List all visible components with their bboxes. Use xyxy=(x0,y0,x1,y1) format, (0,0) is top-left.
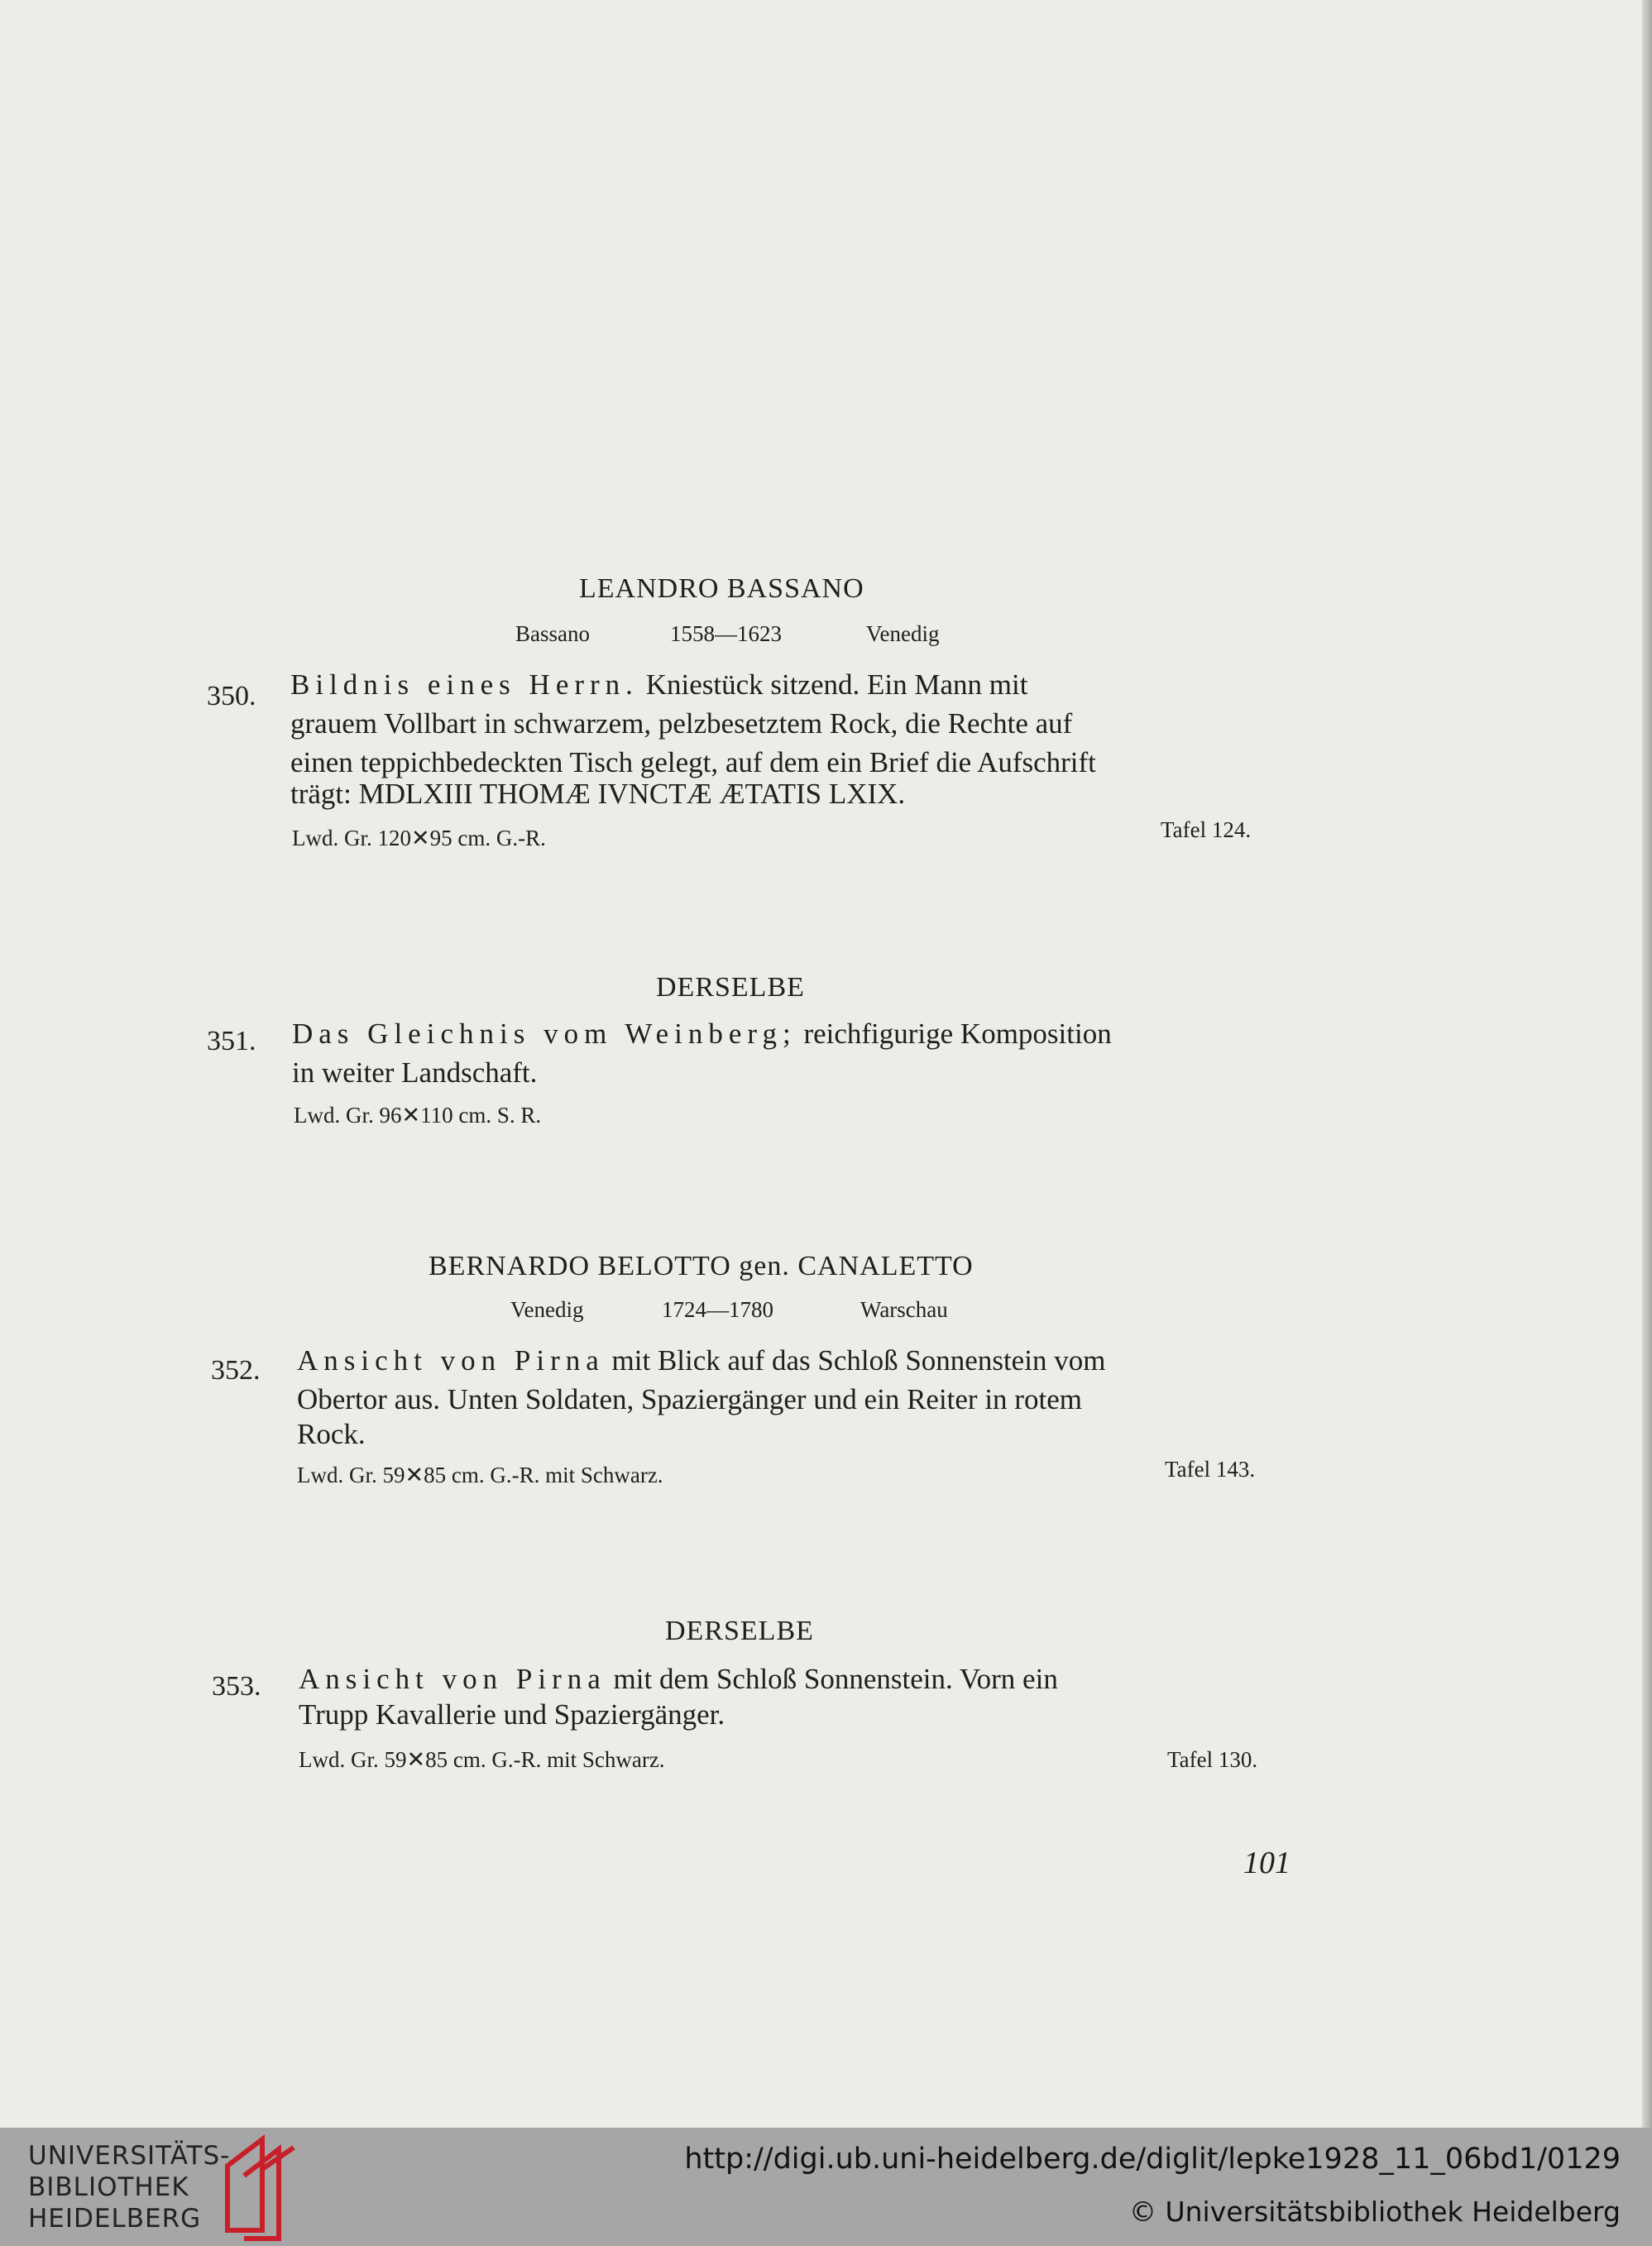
entry-first-line xyxy=(299,1663,1058,1696)
source-url-link[interactable]: http://digi.ub.uni-heidelberg.de/diglit/lepke1928_11_06bd1/0129 xyxy=(684,2143,1621,2176)
artist-name: DERSELBE xyxy=(656,972,805,1003)
page-number: 101 xyxy=(1243,1846,1290,1880)
entry-title: Das Gleichnis vom Weinberg; xyxy=(292,1018,797,1050)
entry-title: Ansicht von Pirna xyxy=(299,1663,606,1695)
entry-text-line: grauem Vollbart in schwarzem, pelzbesetztem Rock, die Rechte auf xyxy=(290,707,1073,740)
artist-name: BERNARDO BELOTTO gen. CANALETTO xyxy=(429,1251,974,1281)
entry-title: Ansicht von Pirna xyxy=(297,1344,605,1377)
artist-life-dates: 1724—1780 xyxy=(662,1297,773,1322)
artist-origin-place: Bassano xyxy=(515,621,590,646)
catalogue-number: 353. xyxy=(212,1671,261,1702)
entry-first-line xyxy=(292,1018,1112,1051)
entry-dimensions: Lwd. Gr. 59✕85 cm. G.-R. mit Schwarz. xyxy=(297,1463,663,1487)
entry-dimensions: Lwd. Gr. 120✕95 cm. G.-R. xyxy=(292,826,546,850)
logo-line: UNIVERSITÄTS- xyxy=(28,2141,231,2171)
artist-name: DERSELBE xyxy=(665,1616,814,1646)
entry-dimensions: Lwd. Gr. 59✕85 cm. G.-R. mit Schwarz. xyxy=(299,1747,665,1772)
catalogue-number: 351. xyxy=(207,1026,256,1056)
entry-text: mit Blick auf das Schloß Sonnenstein vom xyxy=(604,1344,1106,1377)
entry-first-line xyxy=(290,668,1027,702)
entry-text-line: trägt: MDLXIII THOMÆ IVNCTÆ ÆTATIS LXIX. xyxy=(290,778,906,810)
logo-line: BIBLIOTHEK xyxy=(28,2172,189,2202)
entry-text-line: einen teppichbedeckten Tisch gelegt, auf dem ein Brief die Aufschrift xyxy=(290,746,1096,778)
entry-text-line: Rock. xyxy=(297,1418,366,1450)
page-edge-shadow xyxy=(1642,0,1652,2128)
entry-dimensions: Lwd. Gr. 96✕110 cm. S. R. xyxy=(294,1103,542,1128)
catalogue-number: 350. xyxy=(207,681,256,711)
entry-text-line: Obertor aus. Unten Soldaten, Spaziergänger und ein Reiter in rotem xyxy=(297,1383,1082,1415)
plate-reference: Tafel 130. xyxy=(1167,1747,1258,1772)
artist-origin-place: Venedig xyxy=(510,1297,584,1322)
entry-first-line xyxy=(297,1344,1105,1377)
entry-text: reichfigurige Komposition xyxy=(796,1018,1112,1050)
plate-reference: Tafel 143. xyxy=(1165,1457,1256,1482)
library-logo-text xyxy=(28,2140,230,2234)
artist-life-dates: 1558—1623 xyxy=(670,621,782,646)
entry-text: Kniestück sitzend. Ein Mann mit xyxy=(638,668,1028,701)
catalogue-number: 352. xyxy=(211,1355,261,1386)
entry-text-line: Trupp Kavallerie und Spaziergänger. xyxy=(299,1698,725,1731)
entry-title: Bildnis eines Herrn. xyxy=(290,668,639,701)
logo-line: HEIDELBERG xyxy=(28,2204,202,2234)
artist-name: LEANDRO BASSANO xyxy=(579,573,864,604)
artist-death-place: Warschau xyxy=(860,1297,948,1322)
entry-text: mit dem Schloß Sonnenstein. Vorn ein xyxy=(606,1663,1058,1695)
copyright-notice: © Universitätsbibliothek Heidelberg xyxy=(1128,2196,1621,2228)
entry-text-line: in weiter Landschaft. xyxy=(292,1056,538,1089)
artist-death-place: Venedig xyxy=(866,621,940,646)
library-logo-icon xyxy=(211,2133,302,2242)
plate-reference: Tafel 124. xyxy=(1161,817,1252,842)
